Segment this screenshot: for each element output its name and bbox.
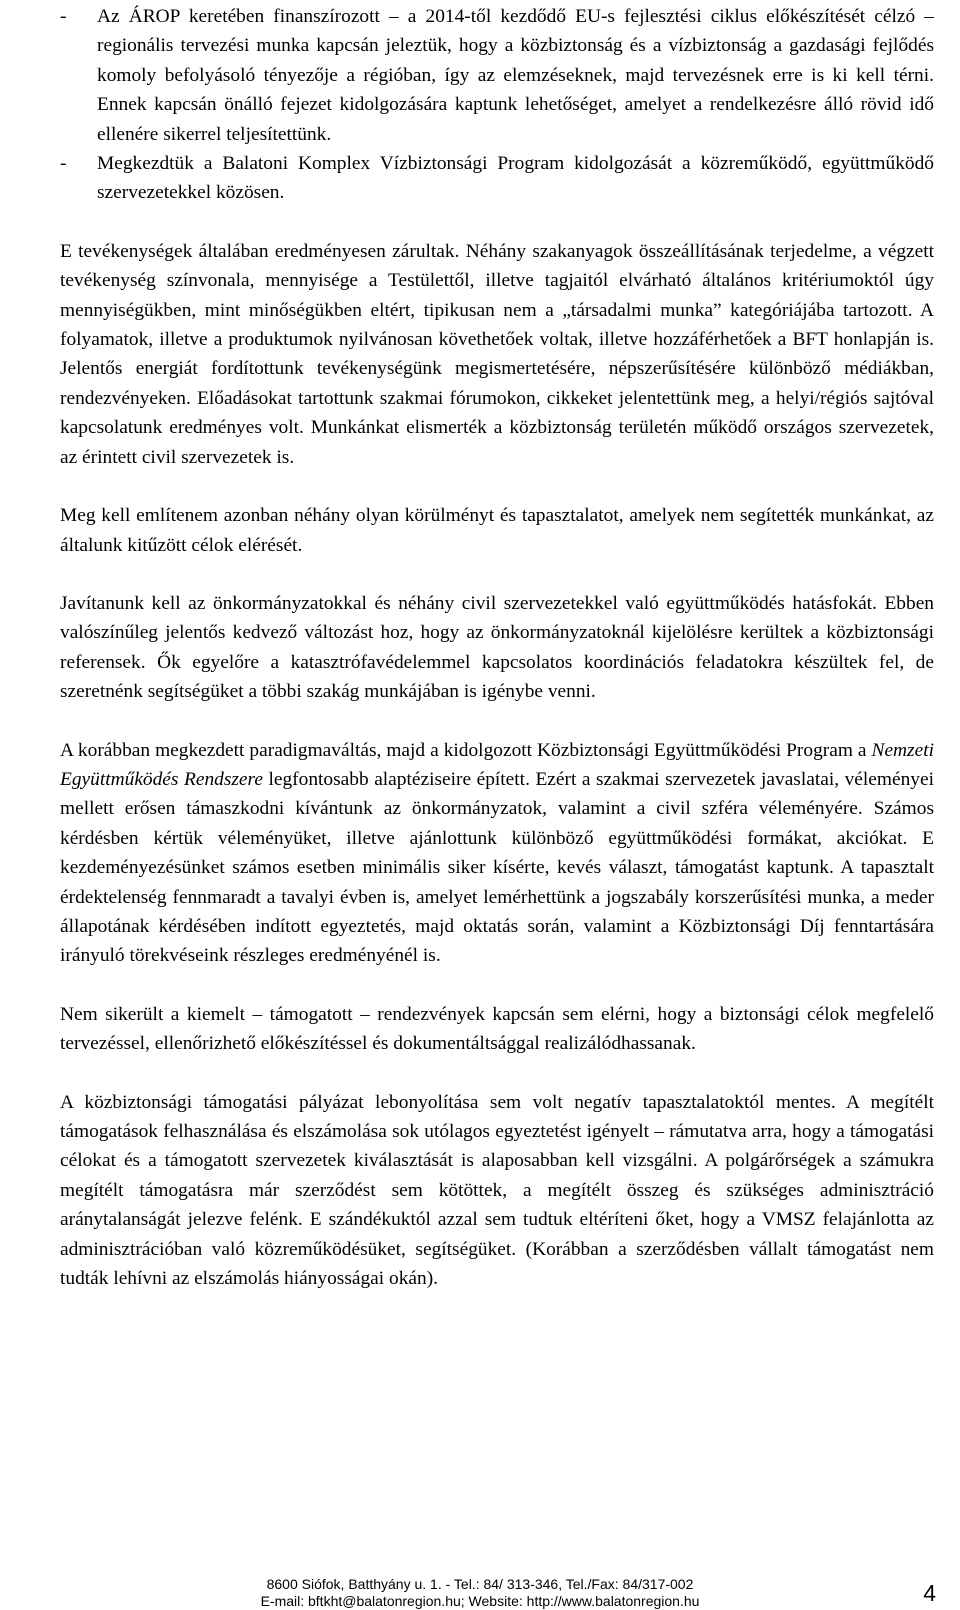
paragraph-gap (60, 208, 934, 237)
bullet-item (60, 2, 934, 149)
document-body (60, 2, 934, 1293)
paragraph-gap (60, 971, 934, 1000)
paragraph-results: E tevékenységek általában eredményesen zárultak. Néhány szakanyagok összeállításának terjedelme, a végzett tevékenység színvonala, mennyisége a Testülettől, illetve tagjaitól elvárható általános kritériumoktól úgy mennyiségükben, mint minőségükben eltért, tipikusan nem a „társadalmi munka” kategóriájába tartozott. A folyamatok, illetve a produktumok nyilvánosan követhetőek voltak, illetve hozzáférhetőek a BFT honlapján is. Jelentős energiát fordítottunk tevékenységünk megismertetésére, népszerűsítésére különböző médiákban, rendezvényeken. Előadásokat tartottunk szakmai fórumokon, cikkeket jelentettünk meg, a helyi/régiós sajtóval kapcsolatunk eredményes volt. Munkánkat elismerték a közbiztonság területén működő országos szervezetek, az érintett civil szervezetek is. (60, 240, 934, 468)
paragraph-gap (60, 1059, 934, 1088)
paragraph-gap (60, 472, 934, 501)
footer-contact: E-mail: bftkht@balatonregion.hu; Website: http://www.balatonregion.hu (260, 1593, 700, 1609)
paragraph-events: Nem sikerült a kiemelt – támogatott – rendezvények kapcsán sem elérni, hogy a biztonsági célok megfelelő tervezéssel, ellenőrizhető előkészítéssel és dokumentáltsággal realizálódhassanak. (60, 1003, 934, 1055)
footer-address: 8600 Siófok, Batthyány u. 1. - Tel.: 84/ 313-346, Tel./Fax: 84/317-002 (266, 1576, 694, 1592)
paragraph-cooperation: Javítanunk kell az önkormányzatokkal és néhány civil szervezetekkel való együttműködés hatásfokát. Ebben valószínűleg jelentős kedvező változást hoz, hogy az önkormányzatoknál kijelölésre kerültek a közbiztonsági referensek. Ők egyelőre a katasztrófavédelemmel kapcsolatos koordinációs feladatokra készültek fel, de szeretnénk segítségüket a többi szakág munkájában is igénybe venni. (60, 592, 934, 703)
bullet-dash: - (60, 153, 67, 175)
bullet-text: Az ÁROP keretében finanszírozott – a 2014-től kezdődő EU-s fejlesztési ciklus előkészítését célzó – regionális tervezési munka kapcsán jeleztük, hogy a közbiztonság és a vízbiztonság a gazdasági fejlődés komoly befolyásoló tényezője a régióban, így az elemzéseknek, majd tervezésnek erre is ki kell térni. Ennek kapcsán önálló fejezet kidolgozására kaptunk lehetőséget, amelyet a rendelkezésre álló rövid idő ellenére sikerrel teljesítettünk. (97, 6, 934, 145)
bullet-item (60, 149, 934, 208)
page-footer (0, 1576, 960, 1610)
paragraph-paradigm-italic: Nemzeti Együttműködés Rendszere (60, 739, 934, 790)
paragraph-grants: A közbiztonsági támogatási pályázat lebonyolítása sem volt negatív tapasztalatoktól mentes. A megítélt támogatások felhasználása és elszámolása sok utólagos egyeztetést igényelt – rámutatva arra, hogy a támogatási célokat és a támogatott szervezetek kiválasztását is alaposabban kell vizsgálni. A polgárőrségek a számukra megítélt támogatásra már szerződést sem kötöttek, a megítélt összeg és szükséges adminisztráció aránytalanságát jelezve felénk. E szándékuktól azzal sem tudtuk eltéríteni őket, hogy a VMSZ felajánlotta az adminisztrációban való közreműködésüket, segítségüket. (Korábban a szerződésben vállalt támogatást nem tudták lehívni az elszámolás hiányosságai okán). (60, 1091, 934, 1290)
paragraph-paradigm-text-start: A korábban megkezdett paradigmaváltás, majd a kidolgozott Közbiztonsági Együttműködési Program a (60, 739, 872, 761)
paragraph-gap (60, 707, 934, 736)
paragraph-difficulties: Meg kell említenem azonban néhány olyan körülményt és tapasztalatot, amelyek nem segítették munkánkat, az általunk kitűzött célok elérését. (60, 505, 934, 556)
page-number: 4 (923, 1580, 936, 1606)
paragraph-paradigm-text-end: legfontosabb alaptéziseire épített. Ezért a szakmai szervezetek javaslatai, véleményei mellett erősen támaszkodni kívántunk az önkormányzatok, valamint a civil szféra véleményére. Számos kérdésben kértük véleményüket, illetve ajánlottunk különböző együttműködési formákat, akciókat. E kezdeményezésünket számos esetben minimális siker kísérte, kevés választ, támogatást kaptunk. A tapasztalt érdektelenség fennmaradt a tavalyi évben is, amelyet lemérhettünk a jogszabály korszerűsítési munka, a meder állapotának kérdésében indított egyeztetés, majd oktatás során, valamint a Közbiztonsági Díj fenntartására irányuló törekvéseink részleges eredményénél is. (60, 768, 934, 967)
bullet-text: Megkezdtük a Balatoni Komplex Vízbiztonsági Program kidolgozását a közreműködő, együttműködő szervezetekkel közösen. (97, 153, 934, 204)
bullet-dash: - (60, 6, 67, 27)
paragraph-paradigm (60, 736, 934, 971)
paragraph-gap (60, 560, 934, 589)
